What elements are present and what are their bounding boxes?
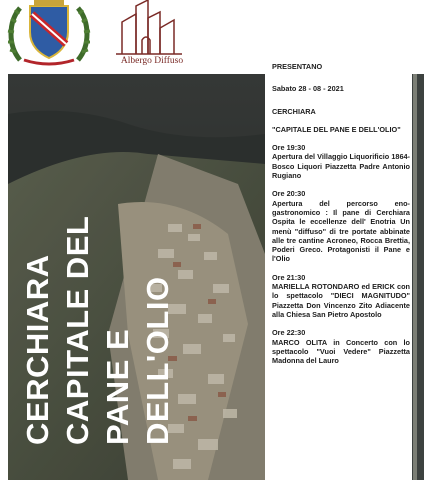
edge-photo-highlight [413,74,417,480]
logo-name: Albergo Diffuso [120,56,184,66]
vertical-title [22,216,192,476]
item-1-text: Apertura del Villaggio Liquorificio 1864-Bosco Liquori Piazzetta Padre Antonio Rugiano [272,152,410,181]
item-4-time: Ore 22:30 [272,328,306,338]
item-4-text: MARCO OLITA in Concerto con lo spettacolo "Vuoi Vedere" Piazzetta Madonna del Lauro [272,337,410,366]
town-name: CERCHIARA [272,106,316,116]
event-title: "CAPITALE DEL PANE E DELL'OLIO" [272,124,401,134]
item-3-time: Ore 21:30 [272,272,306,282]
item-1-time: Ore 19:30 [272,143,306,153]
title-line-1: CERCHIARA [20,254,55,445]
intro: PRESENTANO [272,62,323,71]
albergo-diffuso-logo [112,0,192,72]
title-line-4: DELL'OLIO [140,276,175,445]
item-2-text: Apertura del percorso eno-gastronomico : Il pane di Cerchiara Ospita le eccellenze dell' Enotria Un menù "diffuso" di tre portate abbinate alle tre cantine Acroneo, Rocca Brettia, Poderi Greco. Protagonisti il Pane e l'Olio [272,198,410,264]
castle-icon [112,0,192,56]
town-aerial-photo [8,74,265,480]
title-line-3: PANE E [100,328,135,445]
item-2-time: Ore 20:30 [272,189,306,199]
program-column [272,62,410,480]
header [0,0,424,70]
coat-of-arms-icon [6,0,92,68]
item-3-text: MARIELLA ROTONDARO ed ERICK con lo spettacolo "DIECI MAGNITUDO" Piazzetta Don Vincenzo Zito Adiacente alla Chiesa San Pietro Apostolo [272,282,410,319]
event-date: Sabato 28 - 08 - 2021 [272,84,344,94]
title-line-2: CAPITALE DEL [60,215,95,445]
